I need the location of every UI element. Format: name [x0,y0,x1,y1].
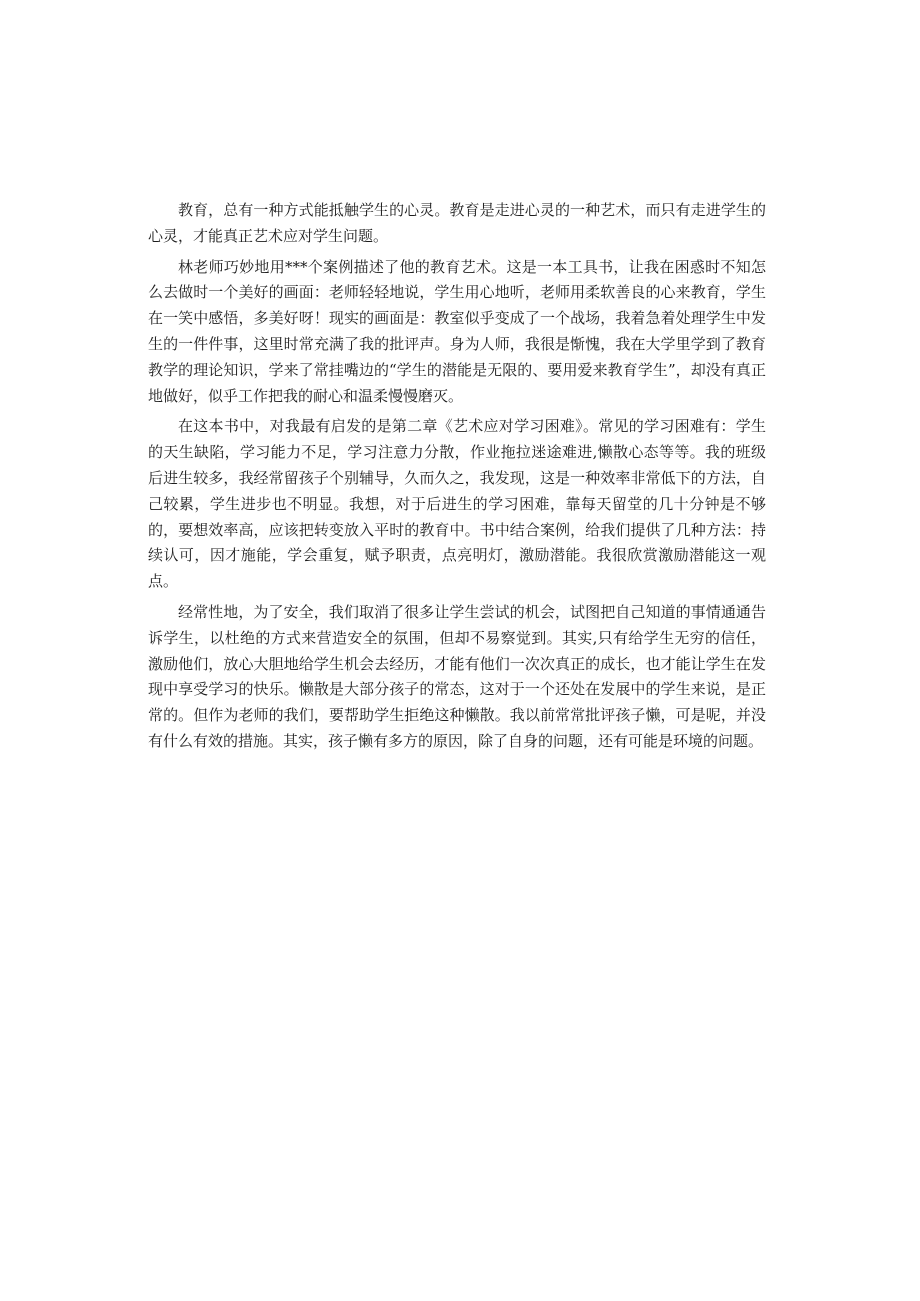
paragraph-2: 林老师巧妙地用***个案例描述了他的教育艺术。这是一本工具书，让我在困惑时不知怎么去做时一个美好的画面：老师轻轻地说，学生用心地听，老师用柔软善良的心来教育，学生在一笑中感悟，多美好呀！现实的画面是：教室似乎变成了一个战场，我着急着处理学生中发生的一件件事，这里时常充满了我的批评声。身为人师，我很是惭愧，我在大学里学到了教育教学的理论知识，学来了常挂嘴边的“学生的潜能是无限的、要用爱来教育学生”，却没有真正地做好，似乎工作把我的耐心和温柔慢慢磨灭。 [148,257,766,405]
paragraph-1: 教育，总有一种方式能抵触学生的心灵。教育是走进心灵的一种艺术，而只有走进学生的心灵，才能真正艺术应对学生问题。 [148,201,766,245]
document-body [148,198,766,755]
paragraph-4: 经常性地，为了安全，我们取消了很多让学生尝试的机会，试图把自己知道的事情通通告诉学生，以杜绝的方式来营造安全的氛围，但却不易察觉到。其实,只有给学生无穷的信任，激励他们，放心大胆地给学生机会去经历，才能有他们一次次真正的成长，也才能让学生在发现中享受学习的快乐。懒散是大部分孩子的常态，这对于一个还处在发展中的学生来说，是正常的。但作为老师的我们，要帮助学生拒绝这种懒散。我以前常常批评孩子懒，可是呢，并没有什么有效的措施。其实，孩子懒有多方的原因，除了自身的问题，还有可能是环境的问题。 [148,602,766,750]
paragraph-3: 在这本书中，对我最有启发的是第二章《艺术应对学习困难》。常见的学习困难有：学生的天生缺陷，学习能力不足，学习注意力分散，作业拖拉迷途难进,懒散心态等等。我的班级后进生较多，我经常留孩子个别辅导，久而久之，我发现，这是一种效率非常低下的方法，自己较累，学生进步也不明显。我想，对于后进生的学习困难，靠每天留堂的几十分钟是不够的，要想效率高，应该把转变放入平时的教育中。书中结合案例，给我们提供了几种方法：持续认可，因才施能，学会重复，赋予职责，点亮明灯，激励潜能。我很欣赏激励潜能这一观点。 [148,417,766,591]
